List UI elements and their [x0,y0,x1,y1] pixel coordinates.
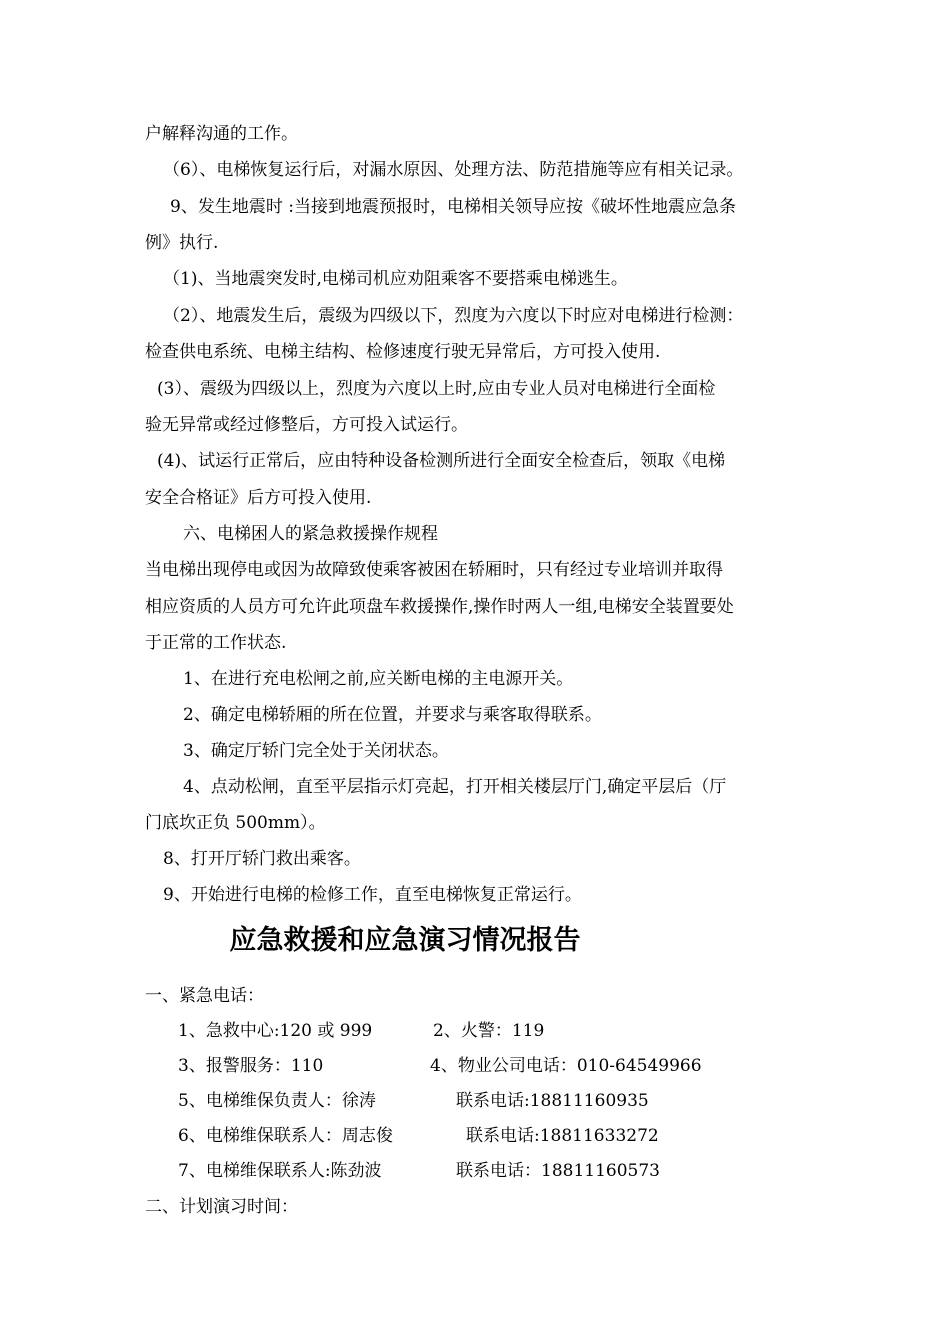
body-line: 户解释沟通的工作。 [145,124,298,144]
section-heading: 六、电梯困人的紧急救援操作规程 [183,524,438,544]
contact-item: 3、报警服务：110 [178,1056,324,1076]
body-line: 当电梯出现停电或因为故障致使乘客被困在轿厢时，只有经过专业培训并取得 [145,560,723,580]
contact-item: 1、急救中心:120 或 999 [178,1021,373,1041]
body-line: (4)、试运行正常后，应由特种设备检测所进行全面安全检查后，领取《电梯 [157,451,726,471]
contact-item: 4、物业公司电话：010-64549966 [430,1056,702,1076]
contact-item: 5、电梯维保负责人：徐涛 [178,1091,376,1111]
body-line: 例》执行. [145,233,219,253]
contact-item: 2、火警：119 [433,1021,545,1041]
body-line: 4、点动松闸，直至平层指示灯亮起，打开相关楼层厅门,确定平层后（厅 [183,777,727,797]
body-line: 检查供电系统、电梯主结构、检修速度行驶无异常后，方可投入使用. [145,342,661,362]
body-line: 相应资质的人员方可允许此项盘车救援操作,操作时两人一组,电梯安全装置要处 [145,597,734,617]
body-line: 8、打开厅轿门救出乘客。 [163,849,361,869]
contact-phone: 联系电话：18811160573 [456,1161,660,1181]
body-line: （2）、地震发生后，震级为四级以下，烈度为六度以下时应对电梯进行检测： [163,306,744,326]
body-line: 3、确定厅轿门完全处于关闭状态。 [183,741,449,761]
body-line: （1)、当地震突发时,电梯司机应劝阻乘客不要搭乘电梯逃生。 [163,269,628,289]
report-title: 应急救援和应急演习情况报告 [229,925,581,956]
body-line: 9、开始进行电梯的检修工作，直至电梯恢复正常运行。 [163,885,582,905]
contact-item: 7、电梯维保联系人:陈劲波 [178,1161,382,1181]
body-line: 1、在进行充电松闸之前,应关断电梯的主电源开关。 [183,669,574,689]
section-heading-emergency-phones: 一、紧急电话： [145,986,264,1006]
body-line: 安全合格证》后方可投入使用. [145,488,372,508]
contact-phone: 联系电话:18811633272 [466,1126,659,1146]
contact-item: 6、电梯维保联系人：周志俊 [178,1126,393,1146]
body-line: 9、发生地震时 :当接到地震预报时，电梯相关领导应按《破坏性地震应急条 [170,197,736,217]
section-heading-drill-time: 二、计划演习时间： [145,1197,298,1217]
body-line: 2、确定电梯轿厢的所在位置，并要求与乘客取得联系。 [183,705,602,725]
body-line: (3）、震级为四级以上，烈度为六度以上时,应由专业人员对电梯进行全面检 [157,379,716,399]
body-line: 于正常的工作状态. [145,633,287,653]
contact-phone: 联系电话:18811160935 [456,1091,649,1111]
body-line: 验无异常或经过修整后，方可投入试运行。 [145,415,468,435]
body-line: （6）、电梯恢复运行后，对漏水原因、处理方法、防范措施等应有相关记录。 [163,160,744,180]
body-line: 门底坎正负 500mm）。 [145,813,326,833]
